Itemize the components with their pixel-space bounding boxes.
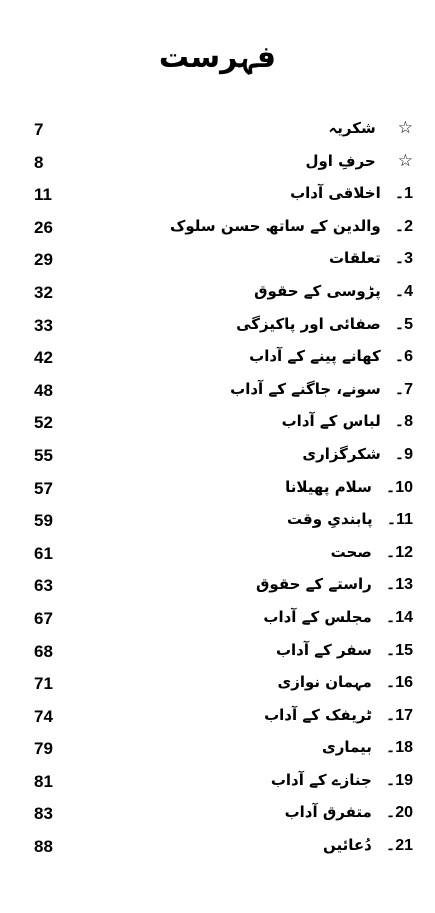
toc-entry-title: مجلس کے آداب xyxy=(263,607,372,626)
toc-entry-title: تعلقات xyxy=(328,249,381,268)
toc-entry-number: 3۔ xyxy=(394,250,413,268)
toc-entry-title: ٹریفک کے آداب xyxy=(264,705,372,724)
toc-entry-number: 5۔ xyxy=(394,315,413,333)
toc-entry-number: 12۔ xyxy=(385,543,413,561)
toc-row xyxy=(0,246,435,279)
toc-page-number: 55 xyxy=(34,445,53,465)
toc-entry-number: 2۔ xyxy=(394,217,413,235)
toc-page-number: 8 xyxy=(34,152,44,172)
toc-entry xyxy=(256,574,413,594)
toc-entry-title: سلام پھیلانا xyxy=(285,477,372,496)
toc-page-number: 79 xyxy=(34,739,53,759)
toc-page-number: 81 xyxy=(34,771,53,791)
toc-entry-title: جنازے کے آداب xyxy=(270,770,372,789)
toc-entry-title: حرفِ اول xyxy=(305,151,376,170)
toc-entry xyxy=(329,248,413,268)
toc-entry-number: 6۔ xyxy=(394,348,413,366)
toc-row xyxy=(0,116,435,149)
toc-row xyxy=(0,507,435,540)
page-title: فہرست xyxy=(158,40,277,75)
toc-entry xyxy=(305,151,413,171)
toc-page-number: 7 xyxy=(34,120,44,139)
toc-entry-number: 16۔ xyxy=(385,674,413,692)
toc-row xyxy=(0,605,435,638)
toc-entry-number: 18۔ xyxy=(385,739,413,757)
toc-entry-number: 13۔ xyxy=(385,576,413,594)
toc-row xyxy=(0,181,435,214)
toc-page-number: 52 xyxy=(34,413,53,433)
toc-entry-number: 9۔ xyxy=(394,445,413,463)
toc-page-number: 48 xyxy=(34,380,53,400)
toc-page-number: 33 xyxy=(34,315,53,335)
toc-entry-title: سونے، جاگنے کے آداب xyxy=(230,379,381,398)
toc-entry xyxy=(282,411,413,431)
toc-row xyxy=(0,735,435,768)
toc-entry-title: دُعائیں xyxy=(322,836,372,855)
toc-entry xyxy=(277,672,413,692)
toc-page-number: 11 xyxy=(34,185,52,205)
toc-entry xyxy=(264,705,413,725)
toc-page-number: 32 xyxy=(34,282,53,302)
toc-row xyxy=(0,833,435,866)
toc-page-number: 61 xyxy=(34,543,53,563)
toc-page-number: 29 xyxy=(34,250,53,270)
toc-page-number: 74 xyxy=(34,706,53,726)
toc-entry-title: شکریہ xyxy=(328,119,376,137)
toc-entry-number: 19۔ xyxy=(385,771,413,789)
toc-page-number: 59 xyxy=(34,511,53,531)
toc-row xyxy=(0,572,435,605)
toc-entry xyxy=(285,477,413,497)
toc-entry-number: 1۔ xyxy=(394,185,413,203)
toc-entry-title: سفر کے آداب xyxy=(275,640,372,659)
toc-entry xyxy=(230,379,413,399)
toc-entry xyxy=(329,118,413,138)
toc-entry xyxy=(276,640,413,660)
toc-entry-number: 8۔ xyxy=(394,413,413,431)
toc-row xyxy=(0,800,435,833)
toc-entry-number: 11۔ xyxy=(386,511,413,529)
toc-row xyxy=(0,344,435,377)
toc-page-number: 26 xyxy=(34,217,53,237)
table-of-contents xyxy=(0,116,435,866)
toc-entry-title: شکرگزاری xyxy=(302,444,381,463)
toc-row xyxy=(0,475,435,508)
toc-entry-title: لباس کے آداب xyxy=(281,412,381,431)
toc-entry-number: 14۔ xyxy=(385,608,413,626)
toc-entry-title: کھانے پینے کے آداب xyxy=(249,347,381,366)
toc-row xyxy=(0,149,435,182)
toc-entry xyxy=(290,183,413,203)
toc-entry-number: 4۔ xyxy=(394,282,413,300)
toc-row xyxy=(0,279,435,312)
toc-row xyxy=(0,409,435,442)
toc-page-number: 68 xyxy=(34,641,53,661)
toc-entry-title: راستے کے حقوق xyxy=(256,575,372,594)
toc-page-number: 67 xyxy=(34,608,53,628)
toc-row xyxy=(0,638,435,671)
toc-page-number: 83 xyxy=(34,804,53,824)
toc-entry-number: 15۔ xyxy=(385,641,413,659)
toc-entry xyxy=(249,346,413,366)
toc-entry xyxy=(254,281,413,301)
toc-entry-title: پابندیِ وقت xyxy=(287,510,373,529)
toc-entry xyxy=(263,607,413,627)
toc-row xyxy=(0,442,435,475)
toc-entry-title: اخلاقی آداب xyxy=(290,184,381,203)
toc-entry-title: بیماری xyxy=(322,738,372,757)
toc-row xyxy=(0,703,435,736)
toc-entry xyxy=(302,444,413,464)
toc-page-number: 57 xyxy=(34,478,53,498)
toc-entry-title: پڑوسی کے حقوق xyxy=(254,281,381,300)
toc-entry-title: متفرق آداب xyxy=(284,803,372,822)
toc-entry-number: 21۔ xyxy=(385,837,413,855)
toc-entry xyxy=(323,835,413,855)
toc-entry-title: صحت xyxy=(330,542,372,561)
toc-entry xyxy=(285,802,413,822)
toc-page-number: 88 xyxy=(34,837,53,857)
toc-page-number: 63 xyxy=(34,576,53,596)
toc-row xyxy=(0,670,435,703)
toc-entry xyxy=(287,509,413,529)
toc-entry-title: والدین کے ساتھ حسن سلوک xyxy=(170,216,381,235)
toc-entry-title: مہمان نوازی xyxy=(277,673,372,692)
star-icon: ☆ xyxy=(397,118,413,138)
toc-entry-title: صفائی اور پاکیزگی xyxy=(236,314,381,333)
toc-entry xyxy=(271,770,413,790)
toc-row xyxy=(0,377,435,410)
toc-entry-number: 17۔ xyxy=(385,706,413,724)
toc-row xyxy=(0,540,435,573)
toc-entry-number: 7۔ xyxy=(394,380,413,398)
toc-entry xyxy=(322,737,413,757)
toc-page-number: 71 xyxy=(34,674,53,694)
toc-page-number: 42 xyxy=(34,348,53,368)
toc-entry-number: 10۔ xyxy=(385,478,413,496)
toc-entry xyxy=(170,216,413,236)
toc-entry xyxy=(331,542,413,562)
star-icon: ☆ xyxy=(397,150,413,171)
toc-entry xyxy=(236,314,413,334)
toc-row xyxy=(0,312,435,345)
toc-entry-number: 20۔ xyxy=(385,804,413,822)
toc-row xyxy=(0,214,435,247)
toc-row xyxy=(0,768,435,801)
